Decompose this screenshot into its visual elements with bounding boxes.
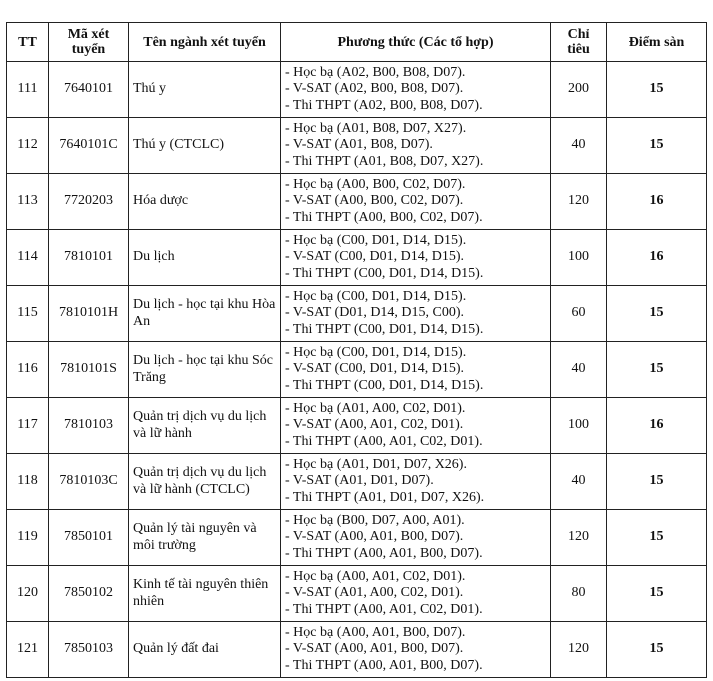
row-score: 15 xyxy=(607,118,707,174)
table-row xyxy=(7,174,707,230)
method-line: - Thi THPT (A00, A01, B00, D07). xyxy=(285,657,483,673)
method-line: - Thi THPT (A01, D01, D07, X26). xyxy=(285,489,485,505)
row-code: 7640101C xyxy=(49,118,129,174)
row-name: Hóa dược xyxy=(129,174,281,230)
row-score: 15 xyxy=(607,510,707,566)
method-line: - V-SAT (C00, D01, D14, D15). xyxy=(285,361,465,377)
row-tt: 111 xyxy=(7,62,49,118)
method-line: - Học bạ (C00, D01, D14, D15). xyxy=(285,344,467,360)
method-line: - Thi THPT (C00, D01, D14, D15). xyxy=(285,265,484,281)
row-tt: 121 xyxy=(7,622,49,678)
table-row xyxy=(7,510,707,566)
method-line: - Học bạ (A00, A01, B00, D07). xyxy=(285,624,466,640)
row-code: 7810101H xyxy=(49,286,129,342)
row-quota: 200 xyxy=(551,62,607,118)
row-code: 7810101 xyxy=(49,230,129,286)
row-score: 15 xyxy=(607,62,707,118)
row-score: 16 xyxy=(607,398,707,454)
row-quota: 80 xyxy=(551,566,607,622)
method-line: - V-SAT (A00, A01, B00, D07). xyxy=(285,529,464,545)
row-name: Du lịch xyxy=(129,230,281,286)
method-line: - Học bạ (A02, B00, B08, D07). xyxy=(285,64,466,80)
method-line: - V-SAT (C00, D01, D14, D15). xyxy=(285,249,465,265)
method-line: - V-SAT (A01, D01, D07). xyxy=(285,473,434,489)
row-name: Quản lý đất đai xyxy=(129,622,281,678)
row-code: 7850103 xyxy=(49,622,129,678)
row-code: 7720203 xyxy=(49,174,129,230)
method-line: - V-SAT (A01, A00, C02, D01). xyxy=(285,585,464,601)
method-line: - Thi THPT (A00, A01, B00, D07). xyxy=(285,545,483,561)
method-line: - V-SAT (A00, A01, B00, D07). xyxy=(285,641,464,657)
method-line: - Học bạ (A01, B08, D07, X27). xyxy=(285,120,467,136)
row-code: 7810103C xyxy=(49,454,129,510)
row-methods xyxy=(281,118,551,174)
method-line: - Thi THPT (C00, D01, D14, D15). xyxy=(285,321,484,337)
table-row xyxy=(7,286,707,342)
admissions-table xyxy=(6,22,707,678)
header-code: Mã xét tuyển xyxy=(49,23,129,62)
row-quota: 60 xyxy=(551,286,607,342)
row-tt: 115 xyxy=(7,286,49,342)
row-score: 15 xyxy=(607,286,707,342)
row-code: 7810101S xyxy=(49,342,129,398)
row-quota: 100 xyxy=(551,398,607,454)
method-line: - Thi THPT (A00, A01, C02, D01). xyxy=(285,433,483,449)
method-line: - V-SAT (A00, B00, C02, D07). xyxy=(285,193,464,209)
row-quota: 120 xyxy=(551,622,607,678)
row-code: 7810103 xyxy=(49,398,129,454)
row-quota: 120 xyxy=(551,174,607,230)
method-line: - V-SAT (A02, B00, B08, D07). xyxy=(285,81,464,97)
row-score: 15 xyxy=(607,622,707,678)
row-quota: 120 xyxy=(551,510,607,566)
table-row xyxy=(7,622,707,678)
table-header-row xyxy=(7,23,707,62)
row-methods xyxy=(281,510,551,566)
row-methods xyxy=(281,566,551,622)
method-line: - Học bạ (C00, D01, D14, D15). xyxy=(285,288,467,304)
method-line: - V-SAT (D01, D14, D15, C00). xyxy=(285,305,465,321)
method-line: - Học bạ (A00, A01, C02, D01). xyxy=(285,568,466,584)
row-methods xyxy=(281,174,551,230)
row-name: Quản trị dịch vụ du lịch và lữ hành (CTCLC) xyxy=(129,454,281,510)
row-code: 7640101 xyxy=(49,62,129,118)
table-row xyxy=(7,118,707,174)
method-line: - Học bạ (C00, D01, D14, D15). xyxy=(285,232,467,248)
method-line: - Thi THPT (C00, D01, D14, D15). xyxy=(285,377,484,393)
row-methods xyxy=(281,398,551,454)
row-quota: 100 xyxy=(551,230,607,286)
row-score: 15 xyxy=(607,342,707,398)
row-tt: 118 xyxy=(7,454,49,510)
method-line: - Học bạ (B00, D07, A00, A01). xyxy=(285,512,465,528)
row-tt: 119 xyxy=(7,510,49,566)
row-tt: 116 xyxy=(7,342,49,398)
row-quota: 40 xyxy=(551,118,607,174)
row-tt: 113 xyxy=(7,174,49,230)
row-name: Du lịch - học tại khu Sóc Trăng xyxy=(129,342,281,398)
row-quota: 40 xyxy=(551,454,607,510)
row-code: 7850101 xyxy=(49,510,129,566)
header-name: Tên ngành xét tuyển xyxy=(129,23,281,62)
method-line: - Thi THPT (A00, B00, C02, D07). xyxy=(285,209,483,225)
row-name: Du lịch - học tại khu Hòa An xyxy=(129,286,281,342)
table-row xyxy=(7,454,707,510)
row-methods xyxy=(281,622,551,678)
row-score: 16 xyxy=(607,230,707,286)
method-line: - Học bạ (A00, B00, C02, D07). xyxy=(285,176,466,192)
row-methods xyxy=(281,454,551,510)
table-row xyxy=(7,62,707,118)
row-tt: 117 xyxy=(7,398,49,454)
header-tt: TT xyxy=(7,23,49,62)
row-tt: 114 xyxy=(7,230,49,286)
table-row xyxy=(7,230,707,286)
row-methods xyxy=(281,62,551,118)
row-name: Quản lý tài nguyên và môi trường xyxy=(129,510,281,566)
row-score: 15 xyxy=(607,566,707,622)
row-methods xyxy=(281,342,551,398)
header-quota: Chỉ tiêu xyxy=(551,23,607,62)
row-tt: 112 xyxy=(7,118,49,174)
method-line: - Học bạ (A01, A00, C02, D01). xyxy=(285,400,466,416)
row-code: 7850102 xyxy=(49,566,129,622)
table-row xyxy=(7,342,707,398)
row-tt: 120 xyxy=(7,566,49,622)
header-score: Điểm sàn xyxy=(607,23,707,62)
row-quota: 40 xyxy=(551,342,607,398)
method-line: - Thi THPT (A00, A01, C02, D01). xyxy=(285,601,483,617)
table-row xyxy=(7,398,707,454)
row-name: Quản trị dịch vụ du lịch và lữ hành xyxy=(129,398,281,454)
header-method: Phương thức (Các tổ hợp) xyxy=(281,23,551,62)
row-score: 15 xyxy=(607,454,707,510)
row-name: Thú y xyxy=(129,62,281,118)
table-row xyxy=(7,566,707,622)
method-line: - V-SAT (A00, A01, C02, D01). xyxy=(285,417,464,433)
row-name: Thú y (CTCLC) xyxy=(129,118,281,174)
row-methods xyxy=(281,230,551,286)
method-line: - V-SAT (A01, B08, D07). xyxy=(285,137,433,153)
row-score: 16 xyxy=(607,174,707,230)
row-name: Kinh tế tài nguyên thiên nhiên xyxy=(129,566,281,622)
method-line: - Thi THPT (A01, B08, D07, X27). xyxy=(285,153,484,169)
method-line: - Học bạ (A01, D01, D07, X26). xyxy=(285,456,467,472)
method-line: - Thi THPT (A02, B00, B08, D07). xyxy=(285,97,483,113)
row-methods xyxy=(281,286,551,342)
